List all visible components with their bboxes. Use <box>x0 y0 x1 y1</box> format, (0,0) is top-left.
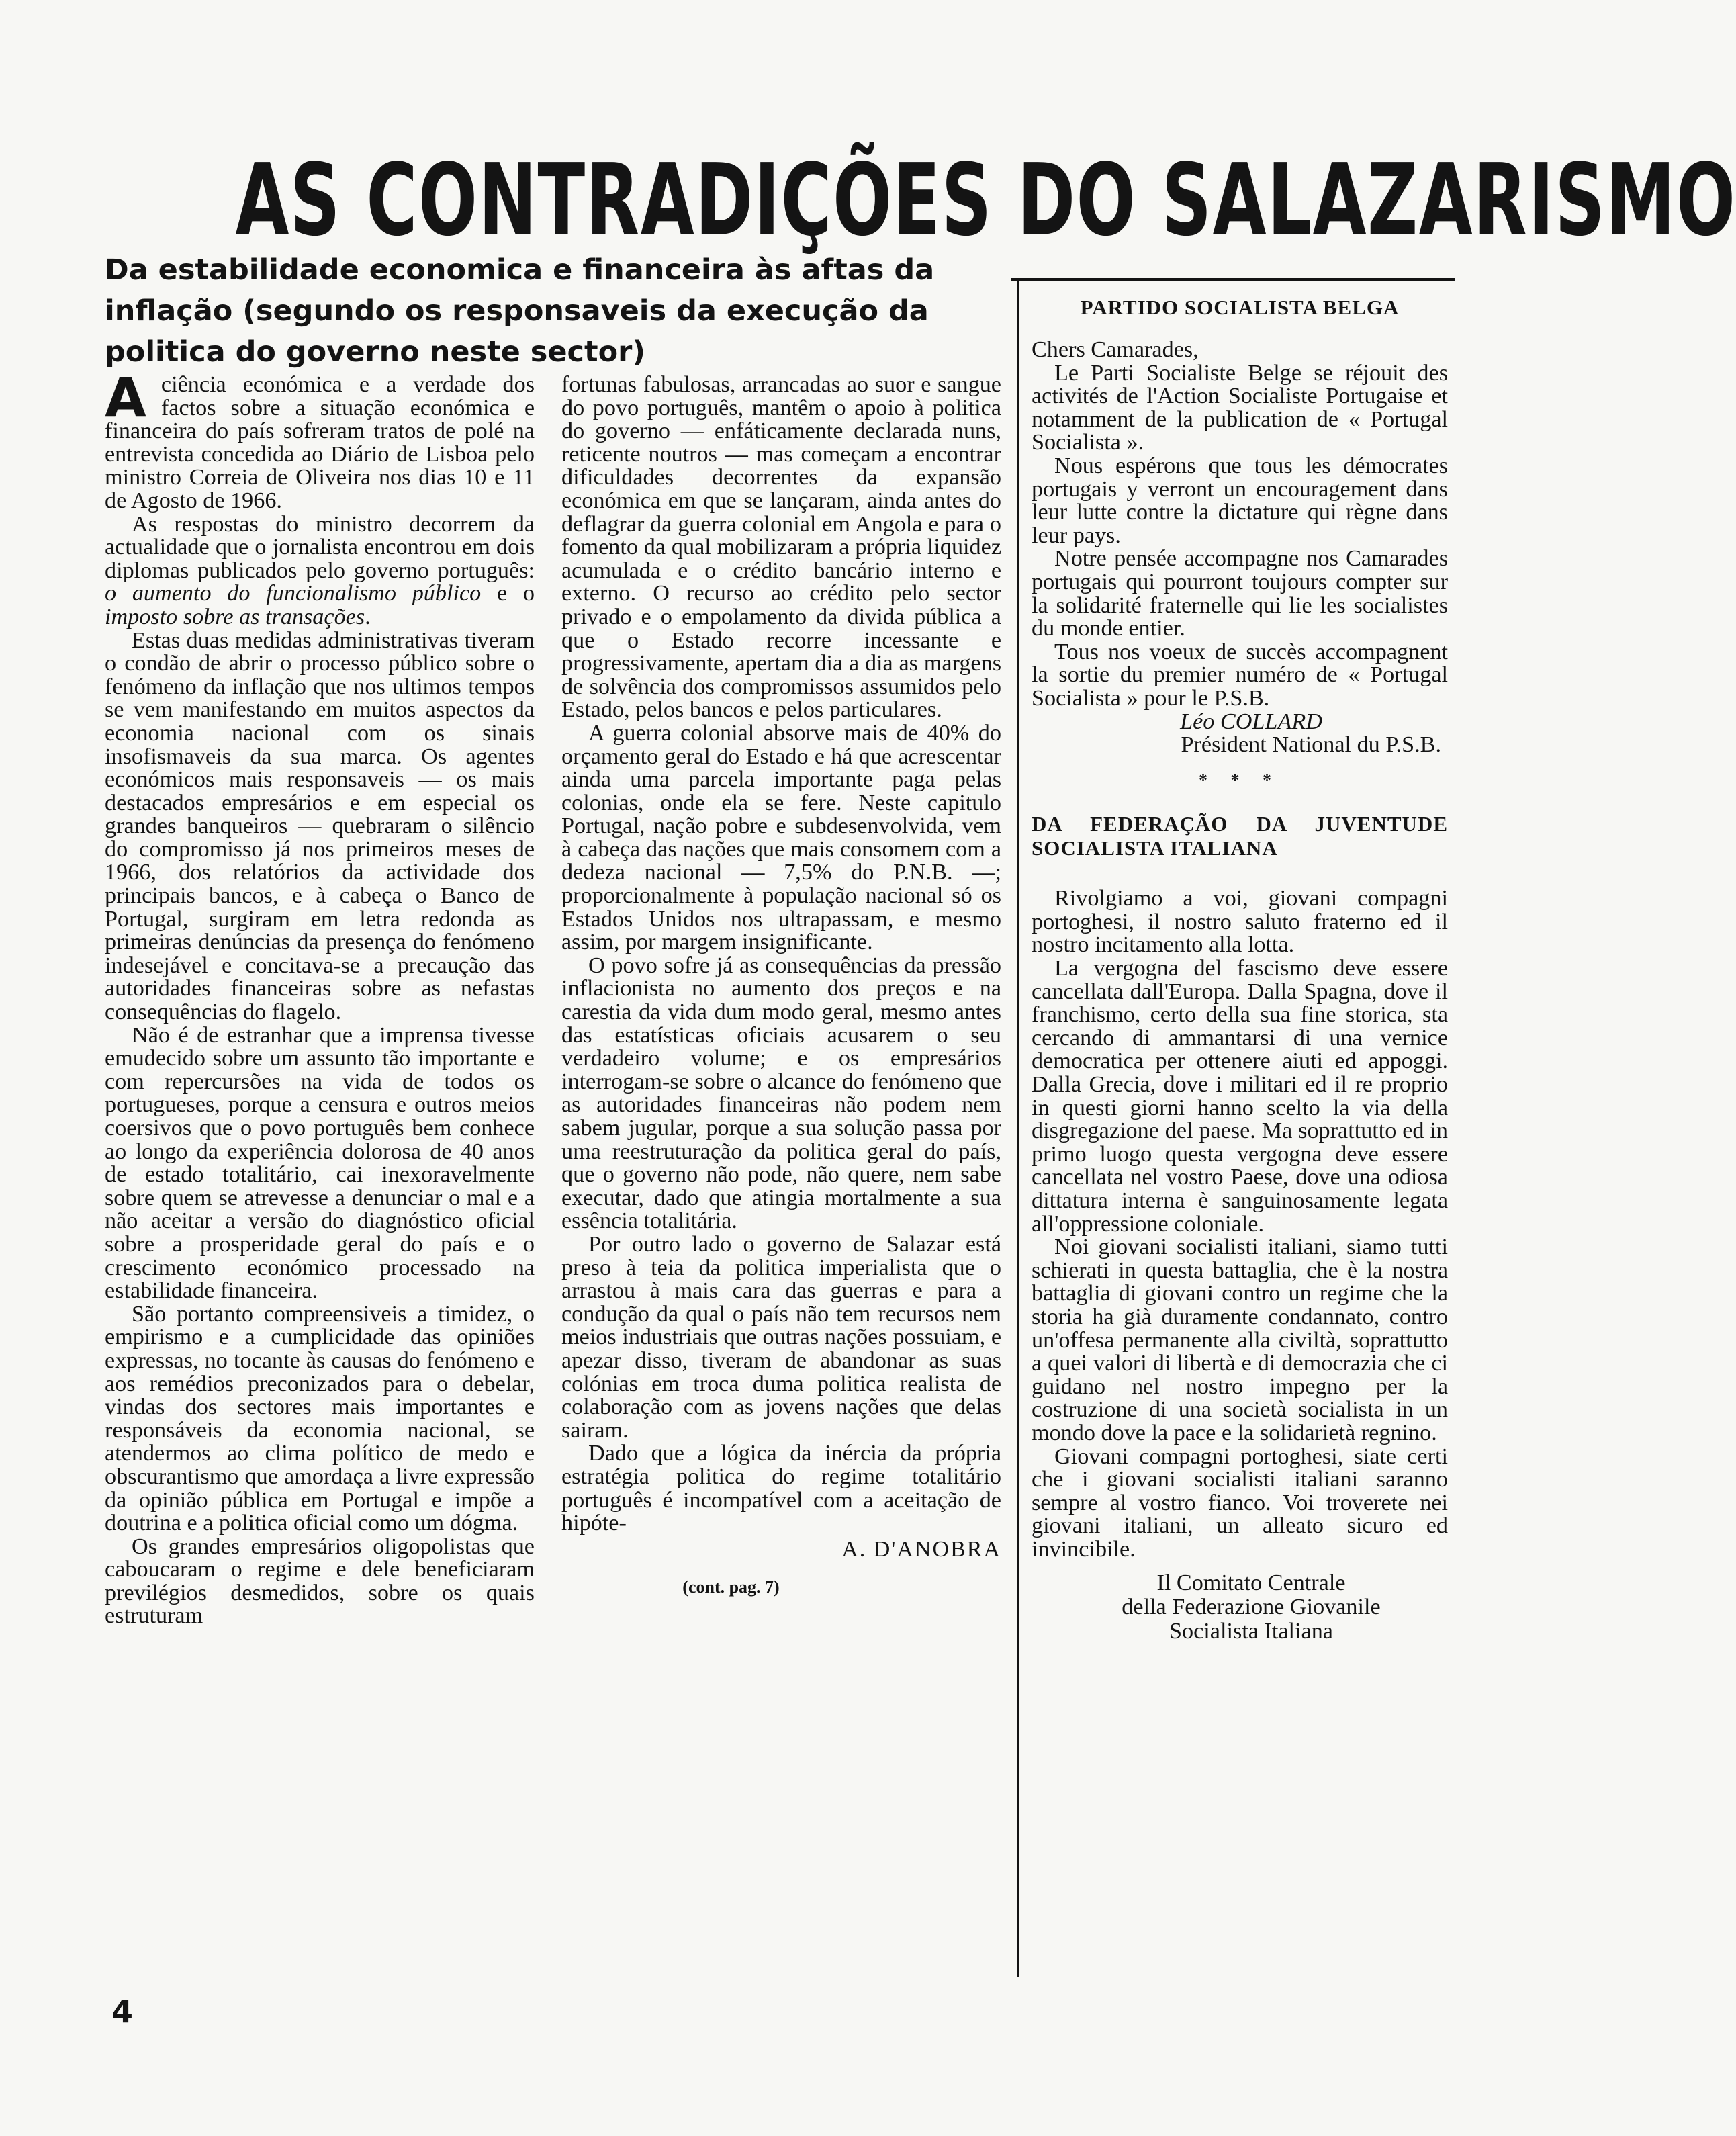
article-paragraph: A guerra colonial absorve mais de 40% do orçamento geral do Estado e há que acrescentar ainda uma parcela importante paga pelas colonias, onde ela se fere. Neste capitulo Portugal, nação pobre e subdesenvolvida, vem à cabeça das nações que mais consomem com a dedeza nacional — 7,5% do P.N.B. —; proporcionalmente à população nacional só os Estados Unidos nos ultrapassam, e mesmo assim, por margem insignificante. <box>561 720 1001 955</box>
belga-paragraph: Le Parti Socialiste Belge se réjouit des activités de l'Action Socialiste Portugaise et notamment de la publication de « Portugal Socialista ». <box>1032 360 1448 455</box>
drop-cap: A <box>105 367 146 429</box>
article-paragraph: São portanto compreensiveis a timidez, o empirismo e a cumplicidade das opiniões expressas, no tocante às causas do fenómeno e aos remédios preconizados para o debelar, vindas dos sectores mais importantes e responsáveis da economia nacional, se atendermos ao clima político de medo e obscurantismo que amordaça a livre expressão da opinião pública em Portugal e impõe a doutrina e a politica oficial como um dógma. <box>105 1301 535 1536</box>
article-paragraph: Aciência económica e a verdade dos factos sobre a situação económica e financeira do país sofreram tratos de polé na entrevista concedida ao Diário de Lisboa pelo ministro Correia de Oliveira nos dias 10 e 11 de Agosto de 1966. <box>105 367 535 513</box>
sidebar-top-rule <box>1011 278 1455 281</box>
belga-signer: Léo COLLARD <box>1180 709 1322 734</box>
belga-signer-title: Président National du P.S.B. <box>1181 732 1441 758</box>
italiana-paragraph: Rivolgiamo a voi, giovani compagni portoghesi, il nostro saluto fraterno ed il nostro incitamento alla lotta. <box>1032 886 1448 958</box>
article-paragraph: fortunas fabulosas, arrancadas ao suor e sangue do povo português, mantêm o apoio à politica do governo — enfáticamente declarada nuns, reticente noutros — mas começam a encontrar dificuldades decorrentes da expansão económica em que se lançaram, ainda antes do deflagrar da guerra colonial em Angola e para o fomento da qual mobilizaram a própria liquidez acumulada e o crédito bancário interno e externo. O recurso ao crédito pelo sector privado e o empolamento da divida pública a que o Estado recorre incessante e progressivamente, apertam dia a dia as margens de solvência dos compromissos assumidos pelo Estado, pelos bancos e pelos particulares. <box>561 372 1001 723</box>
sidebar-column <box>1032 296 1448 1644</box>
article-paragraph: Os grandes empresários oligopolistas que caboucaram o regime e dele beneficiaram previlégios desmedidos, sobre os quais estruturam <box>105 1533 535 1629</box>
article-column-2 <box>561 373 1001 1599</box>
italiana-paragraph: La vergogna del fascismo deve essere cancellata dall'Europa. Dalla Spagna, dove il franchismo, certo della sua fine storica, sta cercando di ammantarsi di una vernice democratica per ottenere aiuti ed appoggi. Dalla Grecia, dove i militari ed il re proprio in questi giorni hanno scelto la via della disgregazione del paese. Ma soprattutto ed in primo luogo questa vergogna deve essere cancellata nel vostro Paese, dove una odiosa dittatura interna è sanguinosamente legata all'oppressione coloniale. <box>1032 956 1448 1237</box>
page-headline: AS CONTRADIÇÕES DO SALAZARISMO <box>235 142 1736 258</box>
italiana-paragraph: Giovani compagni portoghesi, siate certi che i giovani socialisti italiani saranno sempre al vostro fianco. Voi troverete nei giovani italiani, un alleato sicuro ed invincibile. <box>1032 1443 1448 1562</box>
belga-title: PARTIDO SOCIALISTA BELGA <box>1080 296 1400 319</box>
article-subheadline: Da estabilidade economica e financeira às aftas da inflação (segundo os responsaveis da execução da politica do governo neste sector) <box>105 253 935 369</box>
italiana-closing-line: della Federazione Giovanile <box>1122 1594 1381 1619</box>
belga-paragraph: Notre pensée accompagne nos Camarades portugais qui pourront toujours compter sur la solidarité fraternelle qui lie les socialistes du monde entier. <box>1032 546 1448 641</box>
article-paragraph: Dado que a lógica da inércia da própria estratégia politica do regime totalitário português é incompatível com a aceitação de hipóte- <box>561 1441 1001 1536</box>
belga-paragraph: Tous nos voeux de succès accompagnent la sortie du premier numéro de « Portugal Socialista » pour le P.S.B. <box>1032 639 1448 711</box>
article-paragraph: Estas duas medidas administrativas tiveram o condão de abrir o processo público sobre o fenómeno da inflação que nos ultimos tempos se vem manifestando em muitos aspectos da economia nacional com os sinais insofismaveis da sua marca. Os agentes económicos mais responsaveis — os mais destacados empresários e em especial os grandes banqueiros — quebraram o silêncio do compromisso já nos primeiros meses de 1966, dos relatórios da actividade dos principais bancos, e à cabeça o Banco de Portugal, surgiram em letra redonda as primeiras denúncias da presença do fenómeno indesejável e concitava-se a precaução das autoridades financeiras sobre as nefastas consequências do flagelo. <box>105 627 535 1025</box>
article-paragraph: Por outro lado o governo de Salazar está preso à teia da politica imperialista que o arrastou à mais cara das guerras e para a condução da qual o país não tem recursos nem meios industriais que outras nações possuiam, e apezar disso, tiveram de abandonar as suas colónias em troca duma politica realista de colaboração com as jovens nações que delas sairam. <box>561 1231 1001 1443</box>
continued-note: (cont. pag. 7) <box>682 1577 780 1597</box>
italiana-paragraph: Noi giovani socialisti italiani, siamo tutti schierati in questa battaglia, che è la nostra battaglia di giovani contro un regime che la storia ha già duramente condannato, contro un'offesa permanente alla civiltà, soprattutto a quei valori di libertà e di democrazia che ci guidano nel nostro impegno per la costruzione di una società socialista in un mondo dove la pace e la solidarietà regnino. <box>1032 1235 1448 1445</box>
belga-paragraph: Nous espérons que tous les démocrates portugais y verront un encouragement dans leur lutte contre la dictature qui règne dans leur pays. <box>1032 453 1448 548</box>
article-paragraph: As respostas do ministro decorrem da actualidade que o jornalista encontrou em dois diplomas publicados pelo governo português: o aumento do funcionalismo público e o imposto sobre as transações. <box>105 511 535 629</box>
article-paragraph: Não é de estranhar que a imprensa tivesse emudecido sobre um assunto tão importante e com repercursões na vida de todos os portugueses, porque a censura e outros meios coersivos que o povo português bem conhece ao longo da experiência dolorosa de 40 anos de estado totalitário, cai inexoravelmente sobre quem se atrevesse a denunciar o mal e a não aceitar a versão do diagnóstico oficial sobre a prosperidade geral do país e o crescimento económico processado na estabilidade financeira. <box>105 1022 535 1304</box>
italiana-closing-line: Il Comitato Centrale <box>1156 1570 1346 1595</box>
belga-salutation: Chers Camarades, <box>1032 337 1199 362</box>
page-number: 4 <box>111 1994 134 2030</box>
column-divider <box>1017 278 1019 1977</box>
article-signature: A. D'ANOBRA <box>841 1536 1001 1562</box>
section-separator: * * * <box>1199 770 1281 790</box>
article-paragraph: O povo sofre já as consequências da pressão inflacionista no aumento dos preços e na carestia da vida dum modo geral, mesmo antes das estatísticas oficiais acusarem o seu verdadeiro volume; e os empresários interrogam-se sobre o alcance do fenómeno que as autoridades financeiras não podem nem sabem jugular, porque a sua solução passa por uma reestruturação da politica geral do país, que o governo não pode, não quere, nem sabe executar, dado que atingia mortalmente a sua essência totalitária. <box>561 952 1001 1234</box>
italiana-title: DA FEDERAÇÃO DA JUVENTUDE SOCIALISTA ITALIANA <box>1032 812 1448 860</box>
article-column-1 <box>105 367 535 1629</box>
italiana-closing-line: Socialista Italiana <box>1169 1618 1333 1644</box>
